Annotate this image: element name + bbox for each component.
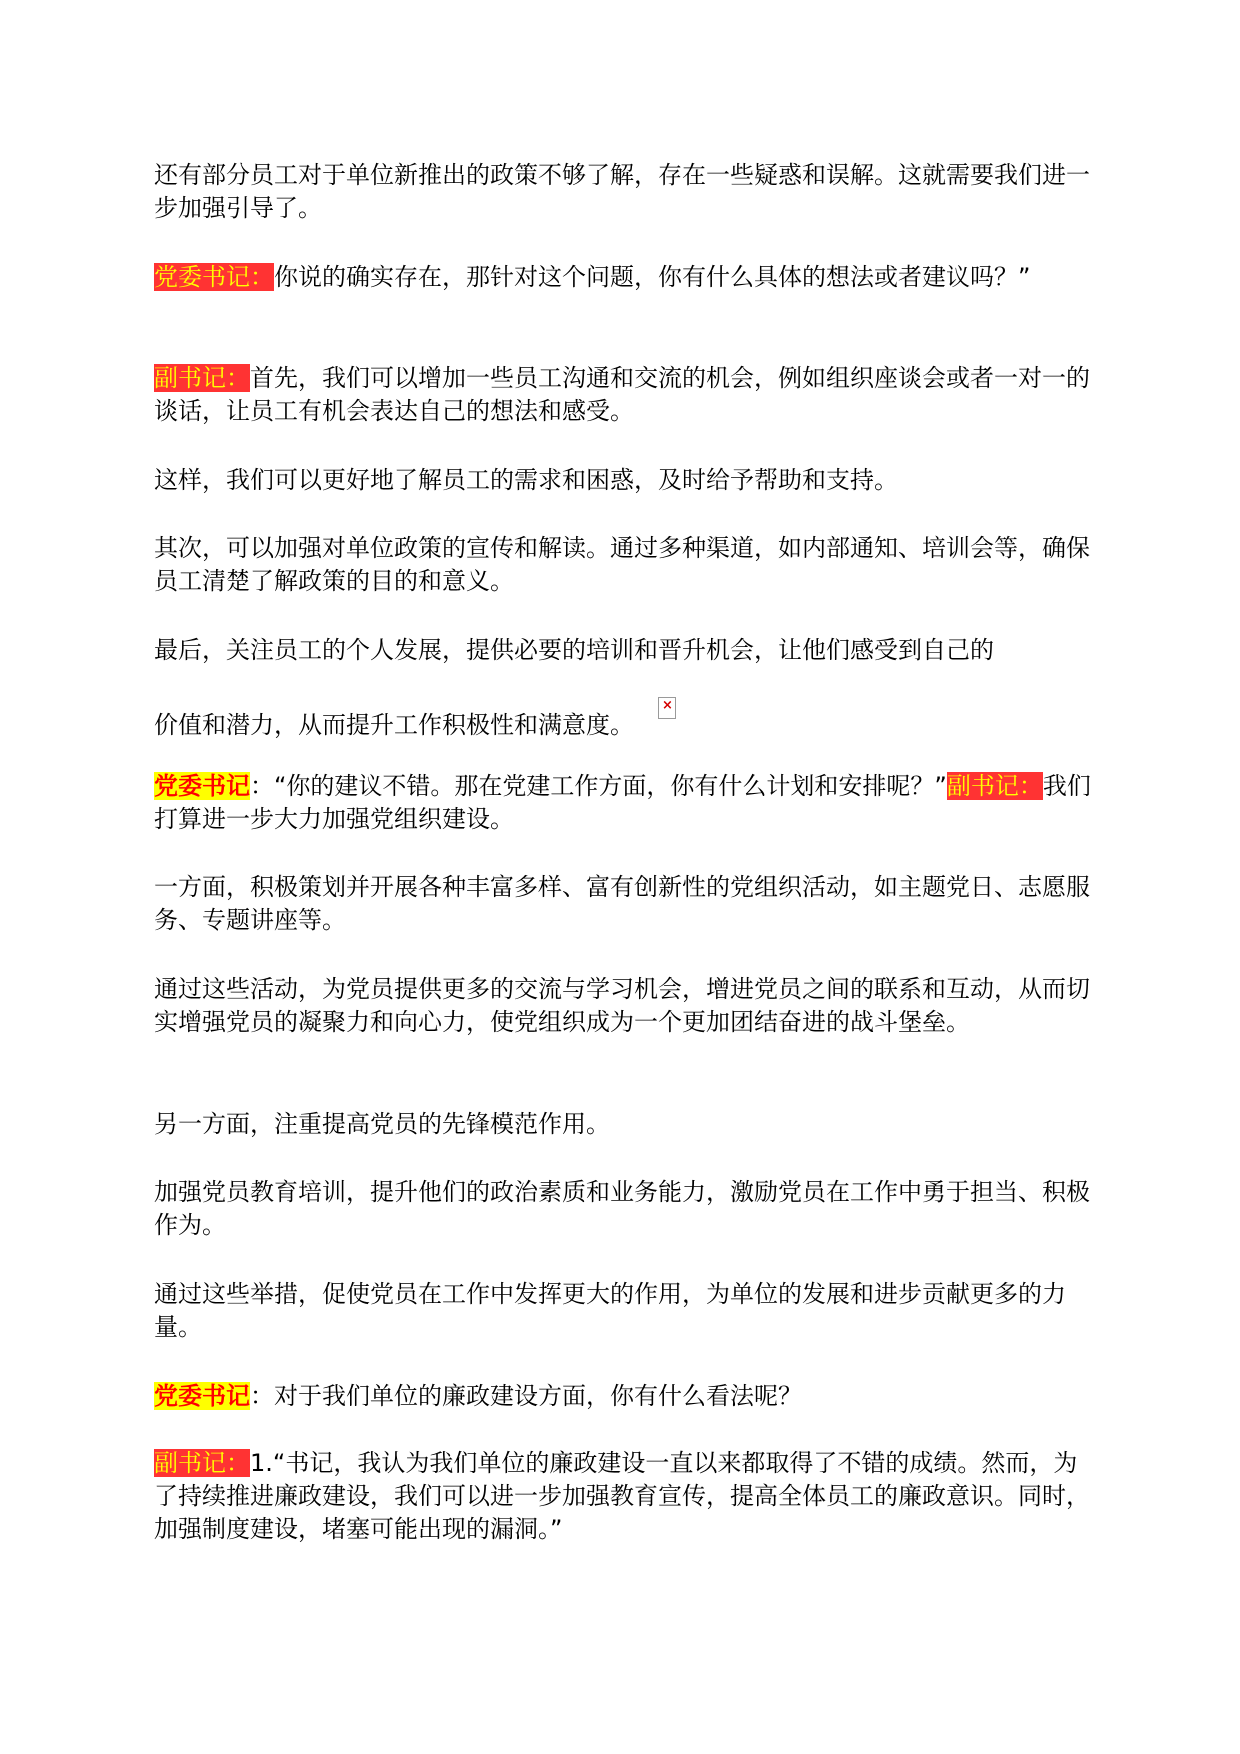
paragraph-2-text: 你说的确实存在，那针对这个问题，你有什么具体的想法或者建议吗？” — [274, 263, 1031, 291]
paragraph-1-text: 还有部分员工对于单位新推出的政策不够了解，存在一些疑惑和误解。这就需要我们进一步加强引导了。 — [154, 161, 1090, 222]
paragraph-6-text-continued: 价值和潜力，从而提升工作积极性和满意度。 — [154, 711, 634, 739]
paragraph-5-text: 其次，可以加强对单位政策的宣传和解读。通过多种渠道，如内部通知、培训会等，确保员工清楚了解政策的目的和意义。 — [154, 534, 1090, 595]
paragraph-6-text: 最后，关注员工的个人发展，提供必要的培训和晋升机会，让他们感受到自己的 — [154, 636, 994, 664]
paragraph-9 — [154, 973, 1094, 1039]
paragraph-11-text: 加强党员教育培训，提升他们的政治素质和业务能力，激励党员在工作中勇于担当、积极作为。 — [154, 1178, 1090, 1239]
speaker-label-party-secretary-bold: 党委书记 — [154, 1382, 250, 1410]
paragraph-14-text: 1.“书记，我认为我们单位的廉政建设一直以来都取得了不错的成绩。然而，为了持续推进廉政建设，我们可以进一步加强教育宣传，提高全体员工的廉政意识。同时，加强制度建设，堵塞可能出现的漏洞。” — [154, 1449, 1090, 1543]
paragraph-11 — [154, 1176, 1094, 1242]
paragraph-10 — [154, 1108, 1094, 1141]
speaker-label-deputy-secretary: 副书记： — [946, 772, 1043, 800]
paragraph-7-text: ：“你的建议不错。那在党建工作方面，你有什么计划和安排呢？” — [250, 772, 947, 800]
paragraph-2 — [154, 261, 1094, 294]
paragraph-8-text: 一方面，积极策划并开展各种丰富多样、富有创新性的党组织活动，如主题党日、志愿服务、专题讲座等。 — [154, 873, 1090, 934]
paragraph-8 — [154, 871, 1094, 937]
paragraph-5 — [154, 532, 1094, 598]
paragraph-4-text: 这样，我们可以更好地了解员工的需求和困惑，及时给予帮助和支持。 — [154, 466, 898, 494]
paragraph-7 — [154, 770, 1094, 836]
paragraph-3-text: 首先，我们可以增加一些员工沟通和交流的机会，例如组织座谈会或者一对一的谈话，让员工有机会表达自己的想法和感受。 — [154, 364, 1090, 425]
paragraph-12 — [154, 1278, 1094, 1344]
paragraph-6-line-1 — [154, 634, 1094, 667]
paragraph-13-text: ：对于我们单位的廉政建设方面，你有什么看法呢？ — [250, 1382, 802, 1410]
paragraph-3 — [154, 362, 1094, 428]
paragraph-1 — [154, 159, 1094, 225]
paragraph-10-text: 另一方面，注重提高党员的先锋模范作用。 — [154, 1110, 610, 1138]
paragraph-14 — [154, 1447, 1094, 1546]
paragraph-7-text-continued: 我们打算进一步大力加强党组织建设。 — [154, 772, 1091, 833]
paragraph-12-text: 通过这些举措，促使党员在工作中发挥更大的作用，为单位的发展和进步贡献更多的力量。 — [154, 1280, 1066, 1341]
paragraph-13 — [154, 1380, 1094, 1413]
speaker-label-deputy-secretary: 副书记： — [154, 1449, 250, 1477]
speaker-label-party-secretary-bold: 党委书记 — [154, 772, 250, 800]
speaker-label-deputy-secretary: 副书记： — [154, 364, 250, 392]
paragraph-4 — [154, 464, 1094, 497]
speaker-label-party-secretary: 党委书记： — [154, 263, 274, 291]
paragraph-6-line-2 — [154, 697, 1094, 742]
paragraph-9-text: 通过这些活动，为党员提供更多的交流与学习机会，增进党员之间的联系和互动，从而切实增强党员的凝聚力和向心力，使党组织成为一个更加团结奋进的战斗堡垒。 — [154, 975, 1090, 1036]
broken-image-icon — [658, 697, 676, 719]
